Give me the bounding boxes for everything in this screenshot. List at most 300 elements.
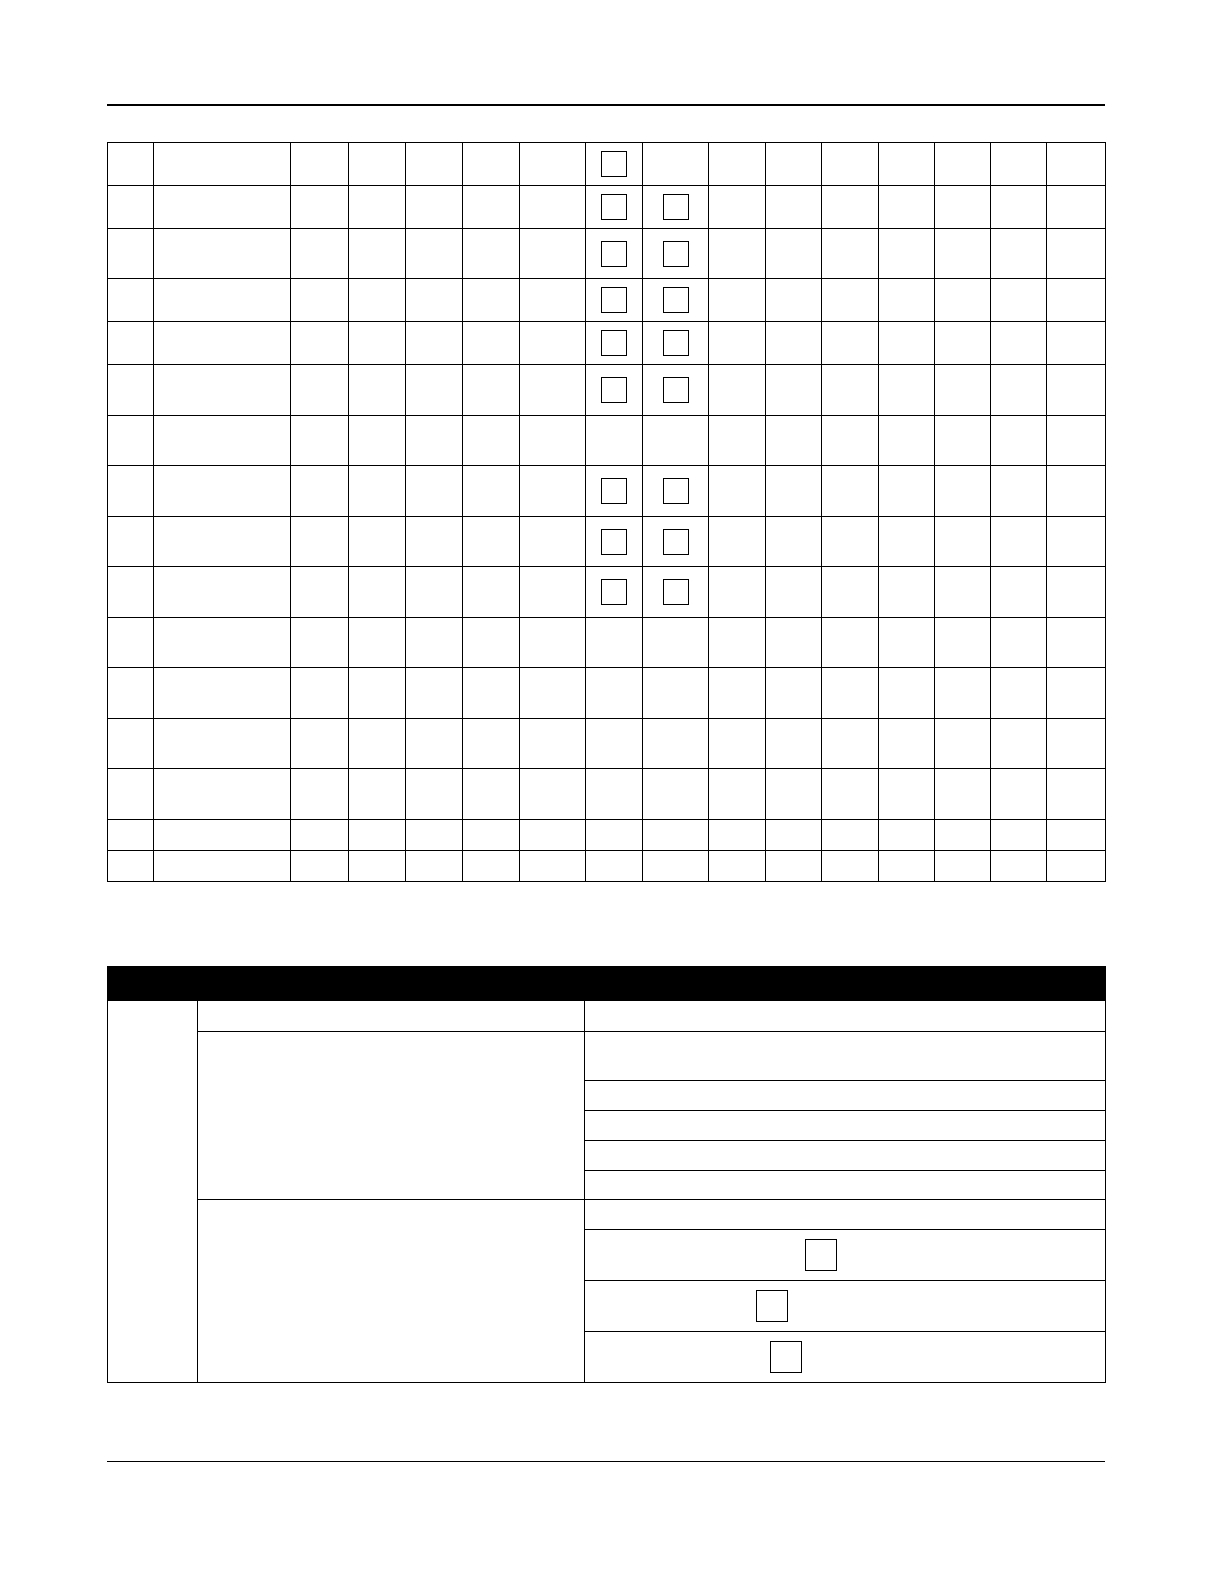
table-cell [349,143,406,186]
table-cell [991,466,1047,517]
table-cell [935,186,991,229]
table-cell [822,279,879,322]
table-cell [935,416,991,466]
table-cell [406,517,463,567]
table-cell [879,365,935,416]
checkbox[interactable] [663,529,689,555]
table-row [108,416,1106,466]
table-cell [291,365,349,416]
header-bar [108,967,1106,1001]
table-cell [991,279,1047,322]
table-cell [822,851,879,882]
table-cell [349,322,406,365]
table-cell [643,618,709,668]
table-row [108,229,1106,279]
table-cell [108,567,154,618]
table-cell [349,567,406,618]
table-cell [822,517,879,567]
table-cell [1047,517,1106,567]
table-cell [520,322,586,365]
table-cell [1047,416,1106,466]
table-cell [108,820,154,851]
table-cell [349,186,406,229]
table-cell [643,466,709,517]
table-cell [1047,322,1106,365]
table-cell [879,466,935,517]
table-cell [154,517,291,567]
table-row [108,143,1106,186]
table-cell [879,416,935,466]
table-cell [291,668,349,719]
table-cell [463,769,520,820]
table-cell [766,851,822,882]
table-cell [154,322,291,365]
table-cell [586,143,643,186]
detail-cell [585,1200,1106,1230]
table-cell [154,769,291,820]
table-cell [108,769,154,820]
table-cell [291,416,349,466]
table-cell [822,567,879,618]
table-cell [154,466,291,517]
table-cell [709,143,766,186]
checkbox[interactable] [601,579,627,605]
table-cell [766,567,822,618]
table-cell [991,365,1047,416]
table-cell [154,851,291,882]
table-cell [154,186,291,229]
table-cell [463,416,520,466]
table-cell [643,820,709,851]
table-cell [349,466,406,517]
table-cell [935,851,991,882]
table-cell [1047,186,1106,229]
table-cell [406,322,463,365]
table-cell [766,322,822,365]
table-cell [1047,143,1106,186]
table-cell [879,567,935,618]
table-cell [709,365,766,416]
table-cell [1047,279,1106,322]
table-row [108,186,1106,229]
checkbox[interactable] [601,377,627,403]
table-cell [154,719,291,769]
table-cell [520,143,586,186]
table-cell [879,851,935,882]
checkbox[interactable] [663,241,689,267]
table-cell [586,851,643,882]
table-cell [463,517,520,567]
detail-cell [585,1281,1106,1332]
table-cell [879,143,935,186]
table-cell [643,851,709,882]
footer-rule [107,1461,1105,1462]
table-row [108,322,1106,365]
table-cell [108,416,154,466]
detail-cell [585,1032,1106,1081]
table-row [108,769,1106,820]
table-cell [709,229,766,279]
table-cell [935,618,991,668]
table-cell [1047,820,1106,851]
table-cell [108,229,154,279]
detail-cell [585,1001,1106,1032]
table-cell [822,719,879,769]
table-cell [935,466,991,517]
upper-form-table [107,142,1106,882]
table-cell [463,229,520,279]
table-row [108,719,1106,769]
table-cell [1047,769,1106,820]
table-cell [586,322,643,365]
table-cell [406,851,463,882]
table-cell [991,668,1047,719]
table-cell [520,567,586,618]
table-cell [822,143,879,186]
table-cell [709,668,766,719]
table-cell [406,143,463,186]
table-cell [822,769,879,820]
table-row [108,567,1106,618]
table-cell [154,567,291,618]
table-cell [586,229,643,279]
table-cell [108,322,154,365]
table-cell [1047,668,1106,719]
table-cell [291,143,349,186]
table-cell [520,769,586,820]
table-cell [586,466,643,517]
table-cell [406,668,463,719]
table-cell [463,322,520,365]
table-cell [520,365,586,416]
table-cell [108,851,154,882]
checkbox[interactable] [663,287,689,313]
table-cell [463,279,520,322]
table-cell [291,820,349,851]
group-cell [198,1200,585,1383]
table-cell [709,618,766,668]
table-row [108,279,1106,322]
table-cell [291,279,349,322]
table-cell [879,186,935,229]
detail-cell [585,1141,1106,1171]
table-cell [879,322,935,365]
table-cell [766,143,822,186]
table-cell [709,186,766,229]
table-cell [822,668,879,719]
table-cell [822,186,879,229]
table-cell [349,851,406,882]
table-cell [291,466,349,517]
table-cell [108,719,154,769]
checkbox[interactable] [663,478,689,504]
table-cell [643,229,709,279]
table-cell [520,186,586,229]
table-cell [935,567,991,618]
table-cell [766,279,822,322]
table-cell [520,229,586,279]
table-cell [291,769,349,820]
table-cell [1047,365,1106,416]
table-cell [291,322,349,365]
table-cell [520,279,586,322]
table-cell [349,820,406,851]
table-cell [935,365,991,416]
table-cell [463,143,520,186]
table-cell [463,186,520,229]
table-cell [822,466,879,517]
table-cell [991,229,1047,279]
table-cell [463,365,520,416]
table-cell [643,322,709,365]
table-cell [709,567,766,618]
table-cell [349,769,406,820]
table-cell [643,143,709,186]
table-cell [406,186,463,229]
detail-cell [585,1171,1106,1200]
table-cell [586,186,643,229]
table-cell [463,719,520,769]
table-cell [766,229,822,279]
table-cell [406,567,463,618]
table-cell [643,186,709,229]
table-cell [766,466,822,517]
checkbox[interactable] [663,330,689,356]
table-cell [935,668,991,719]
table-cell [463,820,520,851]
table-cell [935,820,991,851]
table-cell [154,229,291,279]
checkbox[interactable] [601,529,627,555]
table-row [108,820,1106,851]
table-cell [520,820,586,851]
table-cell [766,719,822,769]
table-cell [935,769,991,820]
checkbox[interactable] [663,377,689,403]
table-cell [879,279,935,322]
table-cell [643,769,709,820]
table-cell [291,567,349,618]
table-cell [406,229,463,279]
table-cell [154,143,291,186]
checkbox[interactable] [756,1290,788,1322]
table-cell [586,668,643,719]
table-row [108,517,1106,567]
table-cell [108,143,154,186]
table-cell [822,416,879,466]
lower-form-table [107,966,1106,1383]
checkbox[interactable] [601,241,627,267]
table-cell [991,820,1047,851]
table-cell [991,719,1047,769]
table-row [108,668,1106,719]
table-cell [349,416,406,466]
table-cell [766,416,822,466]
table-cell [935,229,991,279]
table-cell [108,466,154,517]
table-cell [520,416,586,466]
checkbox[interactable] [805,1239,837,1271]
group-cell [198,1032,585,1200]
table-cell [991,851,1047,882]
table-cell [406,719,463,769]
checkbox[interactable] [601,151,627,177]
checkbox[interactable] [770,1341,802,1373]
table-cell [991,416,1047,466]
checkbox[interactable] [601,287,627,313]
table-cell [879,769,935,820]
table-cell [463,851,520,882]
table-cell [991,143,1047,186]
table-cell [291,229,349,279]
table-cell [1047,466,1106,517]
table-cell [991,618,1047,668]
table-cell [586,719,643,769]
table-cell [709,851,766,882]
table-cell [406,466,463,517]
table-cell [935,719,991,769]
checkbox[interactable] [601,478,627,504]
table-cell [406,769,463,820]
table-cell [520,668,586,719]
table-cell [520,851,586,882]
table-cell [108,618,154,668]
table-cell [108,517,154,567]
table-cell [879,618,935,668]
table-cell [463,668,520,719]
table-cell [463,466,520,517]
table-cell [766,769,822,820]
table-cell [991,567,1047,618]
table-cell [822,365,879,416]
table-cell [349,668,406,719]
table-cell [991,517,1047,567]
table-row [108,1032,1106,1081]
table-cell [1047,851,1106,882]
checkbox[interactable] [663,194,689,220]
table-cell [520,466,586,517]
row-label-cell [108,1001,198,1383]
table-cell [1047,719,1106,769]
lower-table-header [108,967,1106,1001]
table-cell [291,719,349,769]
table-cell [766,820,822,851]
table-cell [766,365,822,416]
table-cell [822,618,879,668]
table-cell [935,322,991,365]
table-cell [709,719,766,769]
table-row [108,1200,1106,1230]
table-row [108,851,1106,882]
table-row [108,365,1106,416]
table-cell [406,820,463,851]
table-cell [766,668,822,719]
table-cell [108,279,154,322]
table-cell [822,322,879,365]
table-cell [935,517,991,567]
table-cell [291,517,349,567]
table-cell [406,365,463,416]
table-cell [1047,229,1106,279]
table-cell [879,517,935,567]
table-cell [709,279,766,322]
table-cell [520,719,586,769]
table-cell [586,820,643,851]
table-cell [766,517,822,567]
table-cell [709,322,766,365]
table-cell [991,322,1047,365]
table-cell [643,517,709,567]
table-cell [879,229,935,279]
table-cell [291,851,349,882]
table-cell [586,365,643,416]
table-cell [643,668,709,719]
table-cell [709,466,766,517]
detail-cell [585,1332,1106,1383]
table-cell [586,769,643,820]
table-cell [879,668,935,719]
table-cell [991,769,1047,820]
table-cell [709,769,766,820]
table-cell [586,416,643,466]
detail-cell [585,1081,1106,1111]
table-cell [349,365,406,416]
detail-cell [585,1111,1106,1141]
table-cell [709,416,766,466]
header-rule [107,104,1105,106]
table-cell [879,719,935,769]
table-cell [154,365,291,416]
table-cell [349,229,406,279]
table-cell [935,279,991,322]
table-cell [349,279,406,322]
table-cell [586,567,643,618]
table-cell [709,517,766,567]
table-cell [406,416,463,466]
group-cell [198,1001,585,1032]
table-cell [520,517,586,567]
table-row [108,1001,1106,1032]
checkbox[interactable] [601,330,627,356]
table-cell [108,668,154,719]
table-cell [935,143,991,186]
table-cell [643,567,709,618]
table-cell [154,668,291,719]
table-cell [349,618,406,668]
table-cell [349,517,406,567]
table-cell [586,279,643,322]
checkbox[interactable] [663,579,689,605]
table-cell [709,820,766,851]
table-cell [154,618,291,668]
table-cell [108,186,154,229]
table-cell [643,279,709,322]
table-cell [643,719,709,769]
table-row [108,466,1106,517]
checkbox[interactable] [601,194,627,220]
table-cell [463,618,520,668]
table-cell [108,365,154,416]
table-cell [643,365,709,416]
table-cell [1047,618,1106,668]
table-cell [463,567,520,618]
table-cell [406,279,463,322]
table-cell [766,186,822,229]
table-cell [643,416,709,466]
table-cell [991,186,1047,229]
detail-cell [585,1230,1106,1281]
table-cell [154,279,291,322]
